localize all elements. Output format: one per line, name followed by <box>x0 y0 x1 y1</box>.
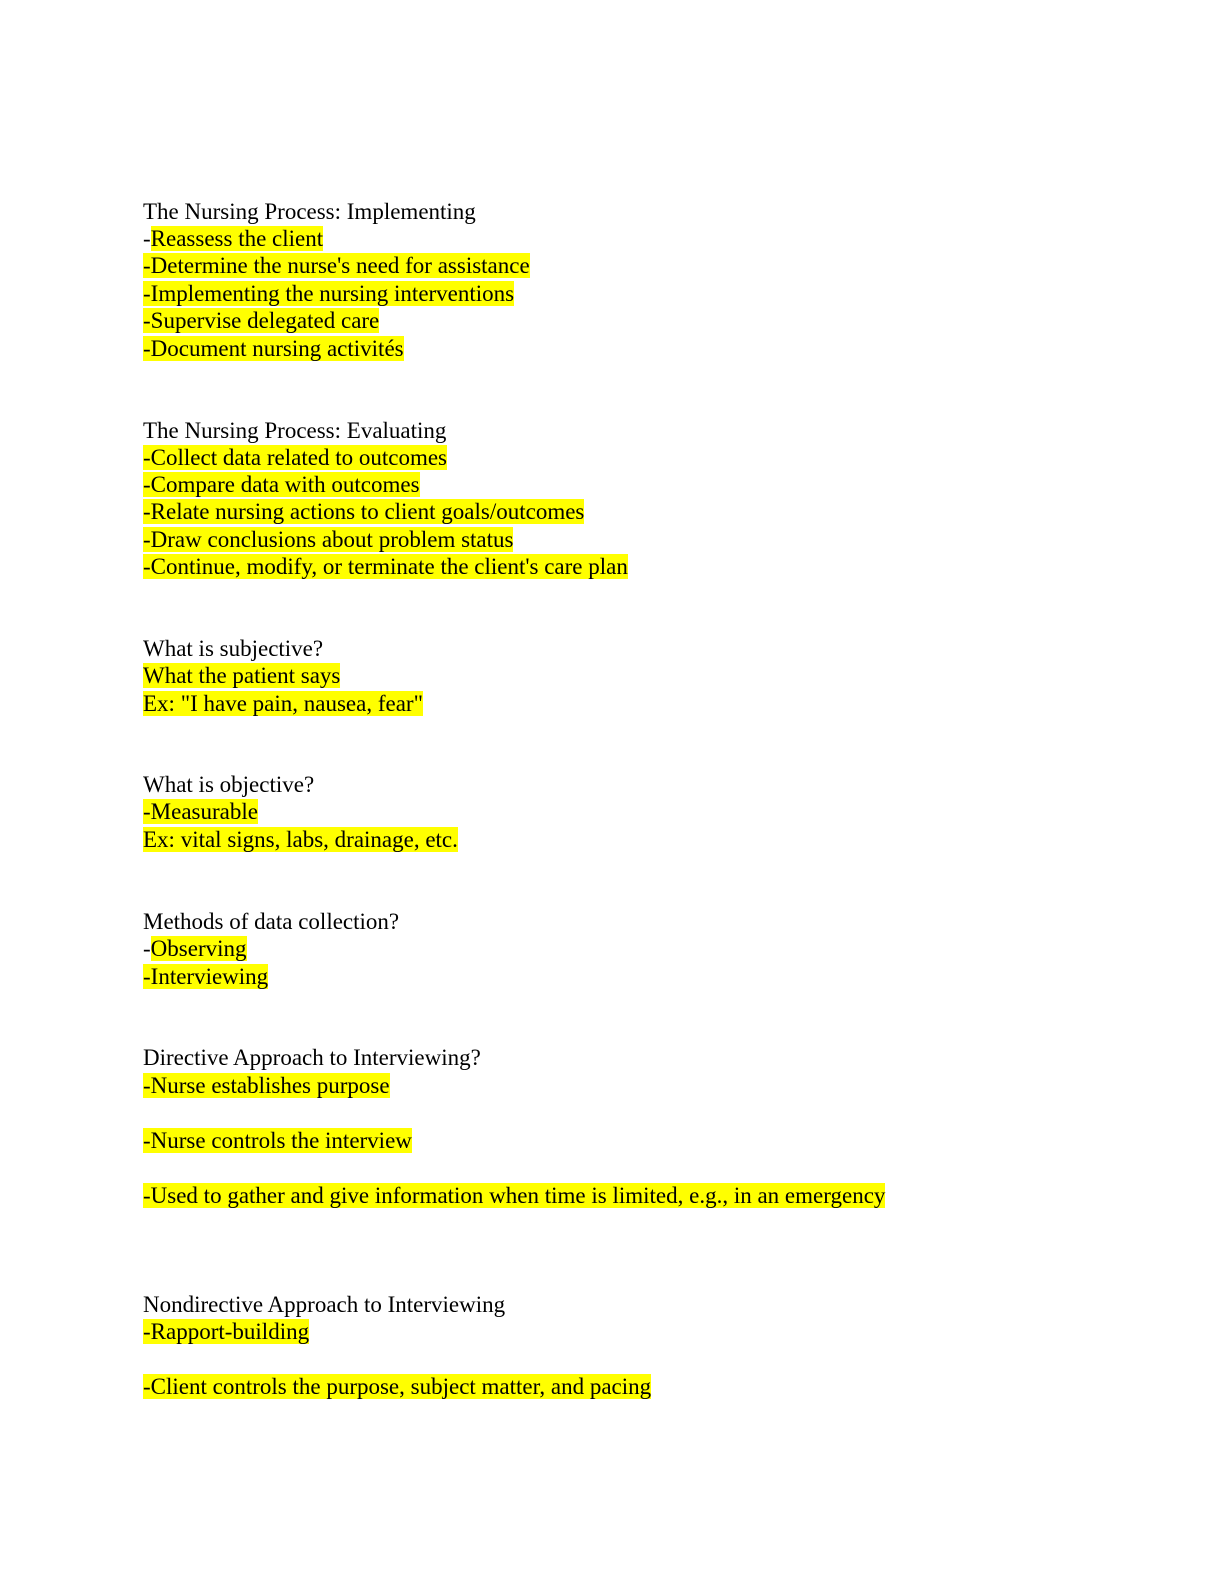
highlighted-text: -Draw conclusions about problem status <box>143 527 514 552</box>
section-heading: What is objective? <box>143 772 315 797</box>
list-item <box>143 444 447 471</box>
highlighted-text: -Implementing the nursing interventions <box>143 281 515 306</box>
highlighted-text: Ex: vital signs, labs, drainage, etc. <box>143 827 458 852</box>
highlighted-text: Observing <box>150 936 247 961</box>
highlighted-text: -Document nursing activités <box>143 336 404 361</box>
list-item <box>143 1127 412 1154</box>
highlighted-text: -Nurse controls the interview <box>143 1128 412 1153</box>
highlighted-text: -Rapport-building <box>143 1319 310 1344</box>
list-item <box>143 471 420 498</box>
highlighted-text: -Collect data related to outcomes <box>143 445 447 470</box>
list-item <box>143 963 268 990</box>
list-item <box>143 1373 651 1400</box>
item-prefix: - <box>143 226 151 251</box>
list-item <box>143 225 323 252</box>
list-item <box>143 526 513 553</box>
highlighted-text: -Continue, modify, or terminate the client's care plan <box>143 554 628 579</box>
highlighted-text: -Client controls the purpose, subject matter, and pacing <box>143 1374 652 1399</box>
highlighted-text: -Interviewing <box>143 964 269 989</box>
section-heading: Directive Approach to Interviewing? <box>143 1045 481 1070</box>
list-item <box>143 1072 390 1099</box>
list-item <box>143 1318 309 1345</box>
list-item <box>143 826 458 853</box>
section-heading: Nondirective Approach to Interviewing <box>143 1292 506 1317</box>
highlighted-text: -Supervise delegated care <box>143 308 380 333</box>
highlighted-text: -Used to gather and give information when time is limited, e.g., in an emergency <box>143 1183 886 1208</box>
list-item <box>143 935 247 962</box>
list-item <box>143 335 404 362</box>
highlighted-text: -Nurse establishes purpose <box>143 1073 390 1098</box>
highlighted-text: Ex: "I have pain, nausea, fear" <box>143 691 423 716</box>
highlighted-text: -Measurable <box>143 799 258 824</box>
list-item <box>143 252 530 279</box>
section-heading: The Nursing Process: Evaluating <box>143 418 447 443</box>
highlighted-text: -Compare data with outcomes <box>143 472 420 497</box>
list-item <box>143 553 628 580</box>
item-prefix: - <box>143 936 151 961</box>
highlighted-text: -Relate nursing actions to client goals/outcomes <box>143 499 585 524</box>
list-item <box>143 690 423 717</box>
highlighted-text: -Determine the nurse's need for assistance <box>143 253 530 278</box>
section-heading: What is subjective? <box>143 636 324 661</box>
list-item <box>143 798 258 825</box>
list-item <box>143 280 514 307</box>
list-item <box>143 498 584 525</box>
list-item <box>143 307 379 334</box>
highlighted-text: Reassess the client <box>150 226 324 251</box>
list-item <box>143 662 340 689</box>
list-item <box>143 1182 885 1209</box>
section-heading: Methods of data collection? <box>143 909 400 934</box>
section-heading: The Nursing Process: Implementing <box>143 199 476 224</box>
highlighted-text: What the patient says <box>143 663 341 688</box>
